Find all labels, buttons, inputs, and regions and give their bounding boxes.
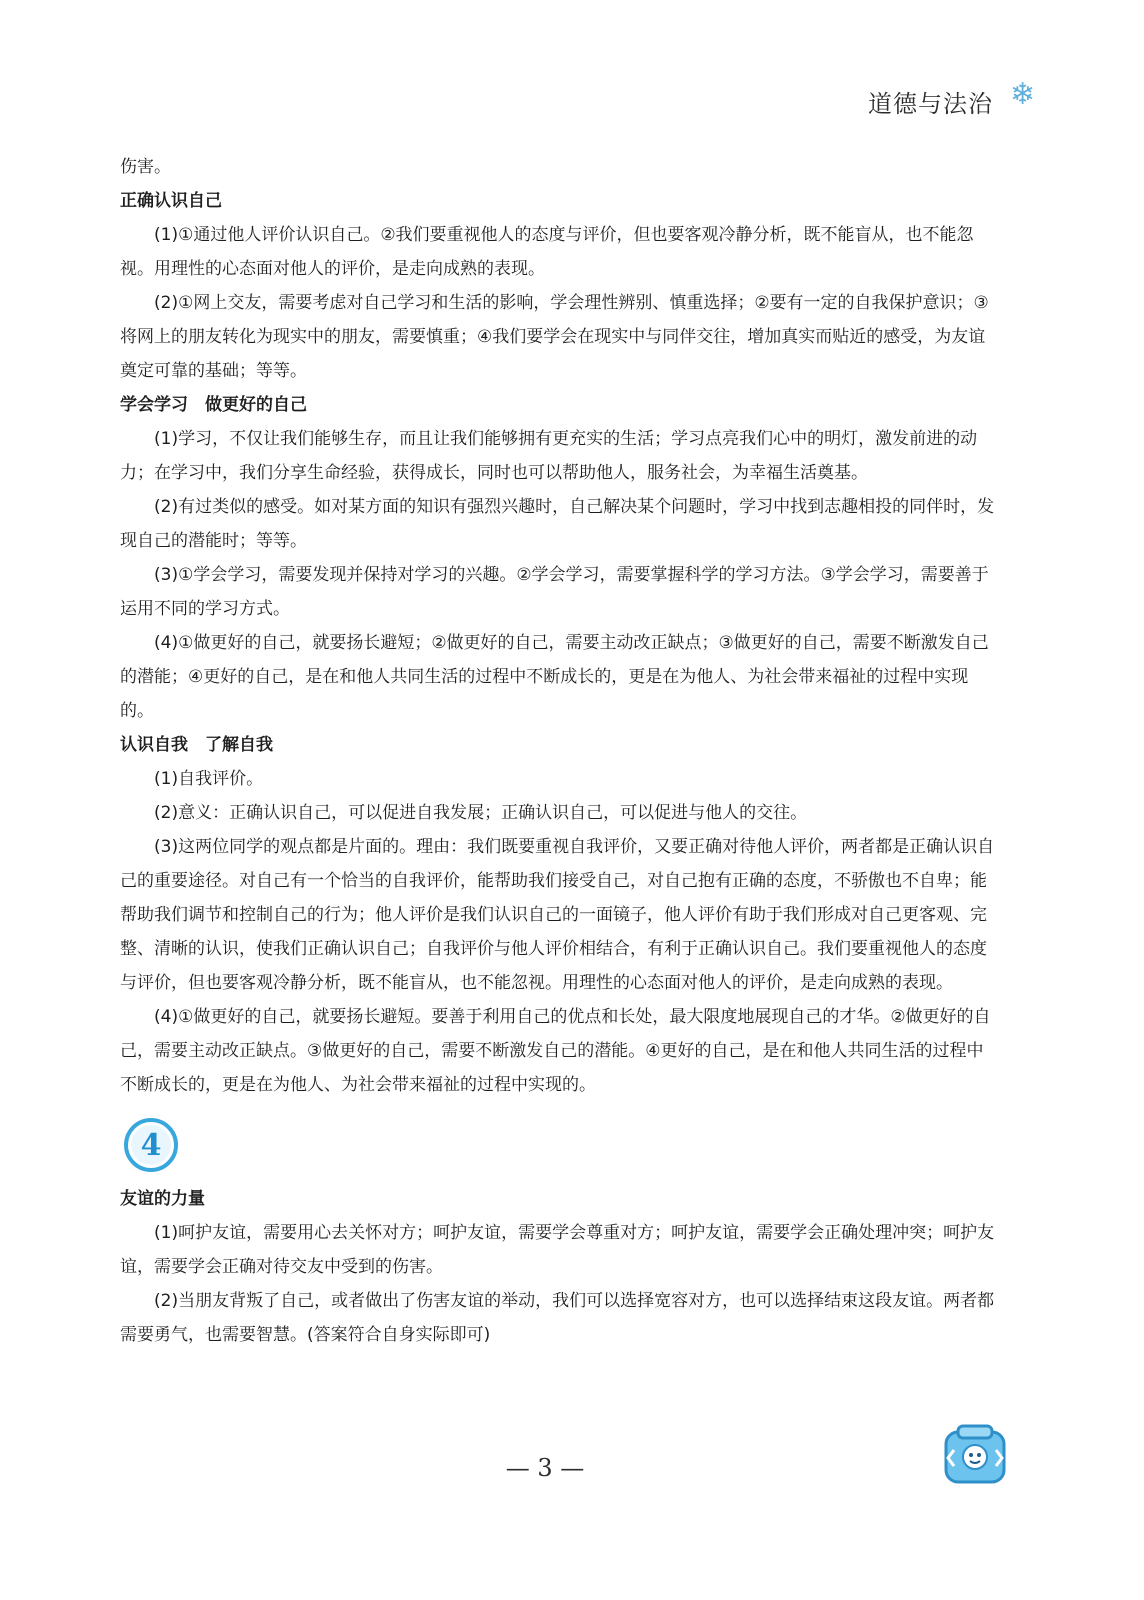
answer-paragraph: (1)①通过他人评价认识自己。②我们要重视他人的态度与评价，但也要客观冷静分析，既不能盲从，也不能忽视。用理性的心态面对他人的评价，是走向成熟的表现。 [120, 225, 974, 279]
section-heading: 认识自我 了解自我 [120, 735, 273, 755]
section-heading: 友谊的力量 [120, 1189, 205, 1209]
mascot-icon [940, 1422, 1010, 1490]
answer-paragraph: 伤害。 [120, 157, 171, 177]
answer-paragraph: (1)呵护友谊，需要用心去关怀对方；呵护友谊，需要学会尊重对方；呵护友谊，需要学会正确处理冲突；呵护友谊，需要学会正确对待交友中受到的伤害。 [120, 1223, 995, 1277]
chapter-number: 4 [140, 1127, 162, 1163]
answer-content [120, 150, 1000, 1352]
answer-paragraph: (1)自我评价。 [154, 769, 264, 789]
answer-paragraph: (2)意义：正确认识自己，可以促进自我发展；正确认识自己，可以促进与他人的交往。 [154, 803, 808, 823]
answer-paragraph: (1)学习，不仅让我们能够生存，而且让我们能够拥有更充实的生活；学习点亮我们心中的明灯，激发前进的动力；在学习中，我们分享生命经验，获得成长，同时也可以帮助他人，服务社会，为幸福生活奠基。 [120, 429, 978, 483]
page-number: — 3 — [505, 1454, 585, 1482]
subject-title: 道德与法治 [868, 90, 993, 118]
section-heading: 学会学习 做更好的自己 [120, 395, 307, 415]
answer-paragraph: (4)①做更好的自己，就要扬长避短。要善于利用自己的优点和长处，最大限度地展现自己的才华。②做更好的自己，需要主动改正缺点。③做更好的自己，需要不断激发自己的潜能。④更好的自己，是在和他人共同生活的过程中不断成长的，更是在为他人、为社会带来福祉的过程中实现的。 [120, 1007, 991, 1095]
answer-paragraph: (3)①学会学习，需要发现并保持对学习的兴趣。②学会学习，需要掌握科学的学习方法。③学会学习，需要善于运用不同的学习方式。 [120, 565, 989, 619]
answer-paragraph: (2)当朋友背叛了自己，或者做出了伤害友谊的举动，我们可以选择宽容对方，也可以选择结束这段友谊。两者都需要勇气，也需要智慧。(答案符合自身实际即可) [120, 1291, 995, 1345]
section-heading: 正确认识自己 [120, 191, 222, 211]
chapter-number-badge [124, 1118, 178, 1172]
answer-paragraph: (3)这两位同学的观点都是片面的。理由：我们既要重视自我评价，又要正确对待他人评价，两者都是正确认识自己的重要途径。对自己有一个恰当的自我评价，能帮助我们接受自己，对自己抱有正确的态度，不骄傲也不自卑；能帮助我们调节和控制自己的行为；他人评价是我们认识自己的一面镜子，他人评价有助于我们形成对自己更客观、完整、清晰的认识，使我们正确认识自己；自我评价与他人评价相结合，有利于正确认识自己。我们要重视他人的态度与评价，但也要客观冷静分析，既不能盲从，也不能忽视。用理性的心态面对他人的评价，是走向成熟的表现。 [120, 837, 995, 993]
answer-paragraph: (2)①网上交友，需要考虑对自己学习和生活的影响，学会理性辨别、慎重选择；②要有一定的自我保护意识；③将网上的朋友转化为现实中的朋友，需要慎重；④我们要学会在现实中与同伴交往，增加真实而贴近的感受，为友谊奠定可靠的基础；等等。 [120, 293, 989, 381]
answer-paragraph: (2)有过类似的感受。如对某方面的知识有强烈兴趣时，自己解决某个问题时，学习中找到志趣相投的同伴时，发现自己的潜能时；等等。 [120, 497, 995, 551]
answer-paragraph: (4)①做更好的自己，就要扬长避短；②做更好的自己，需要主动改正缺点；③做更好的自己，需要不断激发自己的潜能；④更好的自己，是在和他人共同生活的过程中不断成长的，更是在为他人、为社会带来福祉的过程中实现的。 [120, 633, 989, 721]
snowflake-icon: ❄ [1010, 77, 1036, 112]
